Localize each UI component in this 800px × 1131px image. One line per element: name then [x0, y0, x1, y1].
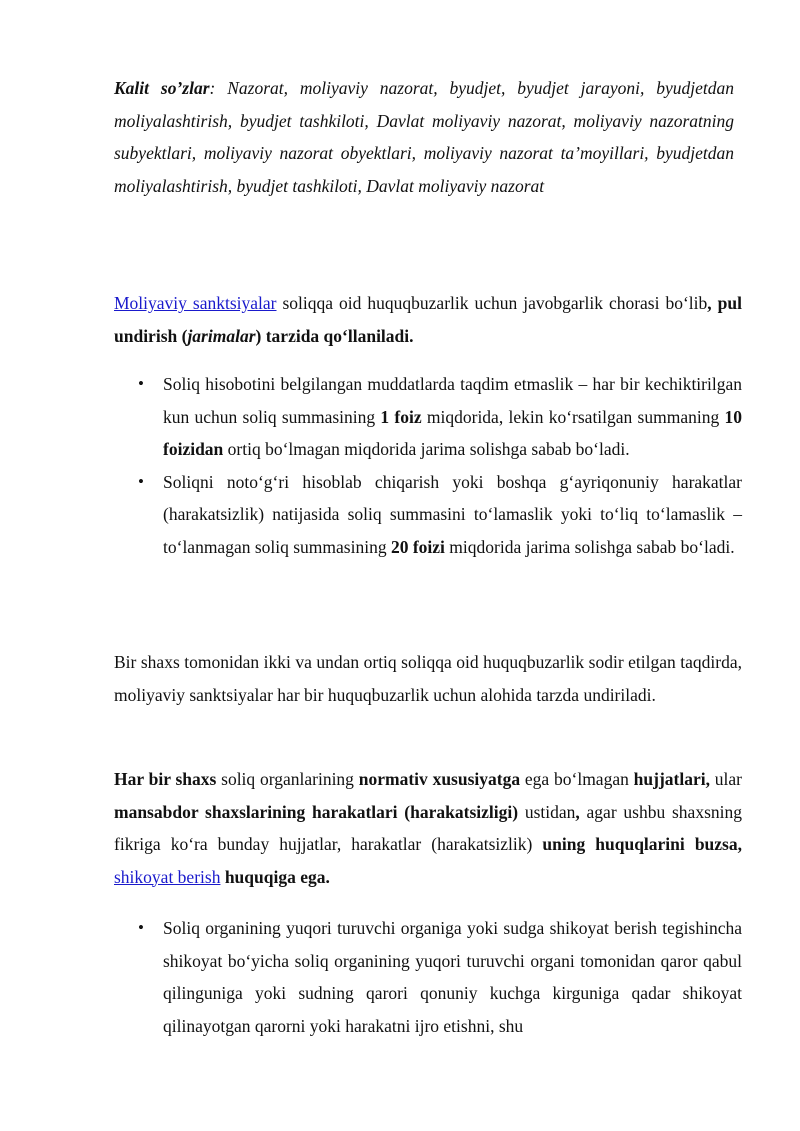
bullet-icon: • — [138, 471, 144, 491]
complaint-text: agar ushbu shaxsning fikriga ko‘ra bunday hujjatlar, harakatlar (harakatsizlik) — [114, 801, 742, 854]
complaint-bold: hujjatlari, — [633, 769, 710, 789]
bullet-icon: • — [138, 918, 144, 937]
keywords-text: : Nazorat, moliyaviy nazorat, byudjet, byudjet jarayoni, byudjetdan moliyalashtirish, byudjet tashkiloti, Davlat moliyaviy nazorat, moliyaviy nazoratning subyektlari, moliyaviy nazorat obyektlari, moliyaviy nazorat ta’moyillari, byudjetdan moliyalashtirish, byudjet tashkiloti, Davlat moliyaviy nazorat — [114, 78, 734, 196]
complaint-bold: huquqiga ega. — [224, 866, 330, 887]
complaint-right-paragraph — [114, 763, 742, 893]
complaint-text: ustidan — [518, 801, 576, 822]
complaint-text: soliq organlarining — [216, 769, 359, 789]
list-item-text: ortiq bo‘lmagan miqdorida jarima solishga sabab bo‘ladi. — [223, 439, 630, 459]
list-item-text: Soliq hisobotini belgilangan muddatlarda taqdim etmaslik – har bir kechiktirilgan kun uchun soliq summasining — [163, 374, 742, 427]
keywords-paragraph — [114, 72, 734, 202]
sanctions-bold-italic: jarimalar — [187, 325, 256, 346]
bullet-icon: • — [138, 374, 144, 393]
complaint-bold: Har bir shaxs — [114, 769, 217, 789]
sanctions-paragraph — [114, 287, 742, 352]
multiple-offenses-paragraph — [114, 646, 742, 711]
complaint-bold: , — [575, 801, 580, 822]
list-item — [114, 466, 742, 564]
list-item — [114, 368, 742, 466]
list-item-bold: 20 foizi — [390, 536, 445, 557]
sanctions-text: soliqqa oid huquqbuzarlik uchun javobgarlik chorasi bo‘lib — [276, 293, 708, 313]
list-item-bold: 1 foiz — [380, 406, 422, 427]
sanctions-bold-2: ) tarzida qo‘llaniladi. — [255, 325, 414, 346]
complaint-text: ular — [709, 769, 742, 789]
sanctions-link[interactable]: Moliyaviy sanktsiyalar — [114, 293, 277, 313]
complaint-link[interactable]: shikoyat berish — [114, 866, 221, 887]
complaint-bullet-list — [114, 912, 742, 1042]
list-item-text: miqdorida, lekin ko‘rsatilgan summaning — [421, 406, 725, 427]
complaint-bold: mansabdor shaxslarining harakatlari (harakatsizligi) — [114, 801, 519, 822]
keywords-label: Kalit so’zlar — [114, 78, 210, 98]
list-item-bold: 10 foizidan — [163, 406, 742, 459]
list-item-text: Soliqni noto‘g‘ri hisoblab chiqarish yoki boshqa g‘ayriqonuniy harakatlar (harakatsizlik) natijasida soliq summasini to‘lamaslik yoki to‘liq to‘lamaslik – to‘lanmagan soliq summasining — [163, 471, 742, 557]
complaint-text: ega bo‘lmagan — [520, 769, 634, 789]
multiple-offenses-text: Bir shaxs tomonidan ikki va undan ortiq soliqqa oid huquqbuzarlik sodir etilgan taqdirda, moliyaviy sanktsiyalar har bir huquqbuzarlik uchun alohida tarzda undiriladi. — [114, 652, 742, 705]
sanctions-bold-1: , pul undirish ( — [114, 293, 742, 346]
complaint-bold: normativ xususiyatga — [358, 769, 521, 789]
list-item — [114, 912, 742, 1042]
list-item-text: Soliq organining yuqori turuvchi organiga yoki sudga shikoyat berish tegishincha shikoyat bo‘yicha soliq organining yuqori turuvchi organi tomonidan qaror qabul qilinguniga yoki sudning qarori qonuniy kuchga kirguniga qadar shikoyat qilinayotgan qarorni yoki harakatni ijro etishni, shu — [163, 918, 742, 1036]
fines-bullet-list — [114, 368, 742, 563]
list-item-text: miqdorida jarima solishga sabab bo‘ladi. — [444, 536, 735, 557]
complaint-bold: uning huquqlarini buzsa, — [542, 834, 742, 854]
